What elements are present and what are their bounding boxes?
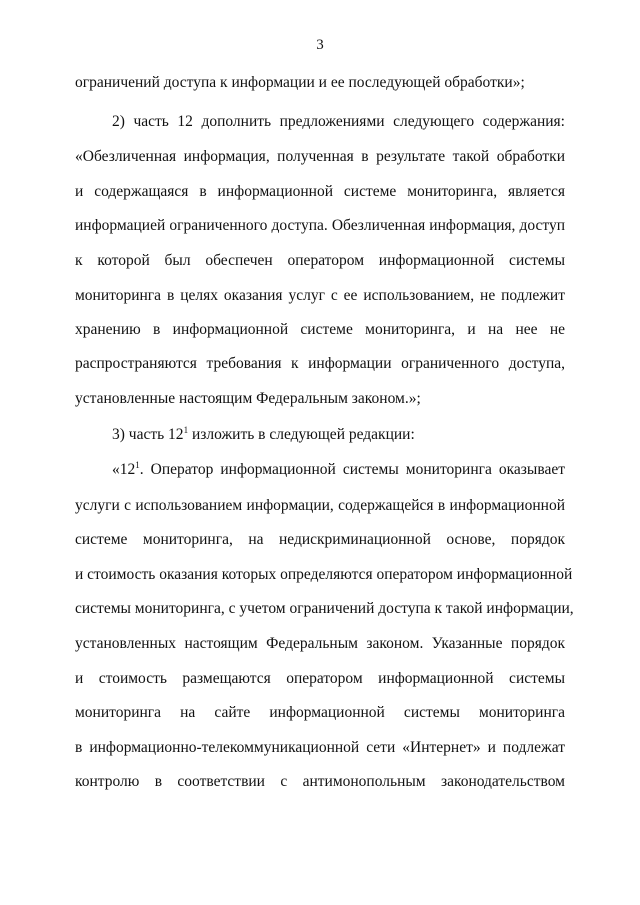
text-line-content: 2) часть 12 дополнить предложениями следующего содержания: [112,113,565,130]
text-line-content: и содержащаяся в информационной системе мониторинга, является [75,183,565,200]
text-line-content: ограничений доступа к информации и ее последующей обработки»; [75,74,525,91]
text-line [112,426,415,444]
text-line [75,252,565,270]
text-line [112,113,565,131]
text-line-content: хранению в информационной системе мониторинга, и на нее не [75,321,565,338]
text-line-content: в информационно-телекоммуникационной сети «Интернет» и подлежат [75,739,565,756]
text-line-content: установленных настоящим Федеральным законом. Указанные порядок [75,635,565,652]
text-line-content: к которой был обеспечен оператором информационной системы [75,252,565,269]
text-line-content: услуги с использованием информации, содержащейся в информационной [75,497,565,514]
text-line [75,739,565,757]
text-line [75,600,574,618]
text-line-content: мониторинга в целях оказания услуг с ее использованием, не подлежит [75,287,565,304]
text-line [75,704,565,722]
text-line [75,773,565,791]
text-line [75,183,565,201]
text-line [112,461,565,479]
text-line [75,74,525,92]
text-line-content: системы мониторинга, с учетом ограничений доступа к такой информации, [75,600,574,617]
text-line-content: мониторинга на сайте информационной системы мониторинга [75,704,565,721]
text-line-content: установленные настоящим Федеральным законом.»; [75,390,421,407]
text-line [75,635,565,653]
text-line-content: 3) часть 12 [112,426,184,443]
text-line-content: и стоимость оказания которых определяются оператором информационной [75,566,573,583]
text-line [75,217,565,235]
text-line-content: распространяются требования к информации ограниченного доступа, [75,355,565,372]
text-line [75,148,565,166]
text-line [75,390,421,408]
text-line-content: системе мониторинга, на недискриминационной основе, порядок [75,531,565,548]
text-line-content: «Обезличенная информация, полученная в результате такой обработки [75,148,565,165]
text-line-content: и стоимость размещаются оператором информационной системы [75,670,565,687]
text-line-continuation: изложить в следующей редакции: [188,426,415,443]
page-number: 3 [316,37,324,53]
text-line [75,321,565,339]
text-line [75,670,565,688]
text-line [75,287,565,305]
text-line [75,531,565,549]
text-line [75,497,565,515]
superscript: 1 [183,425,189,435]
text-line [75,566,573,584]
text-line-content: информацией ограниченного доступа. Обезличенная информация, доступ [75,217,565,234]
superscript: 1 [135,460,140,470]
text-line [75,355,565,373]
text-line-content: «12 [112,461,136,478]
text-line-continuation: . Оператор информационной системы мониторинга оказывает [139,461,565,478]
text-line-content: контролю в соответствии с антимонопольным законодательством [75,773,565,790]
